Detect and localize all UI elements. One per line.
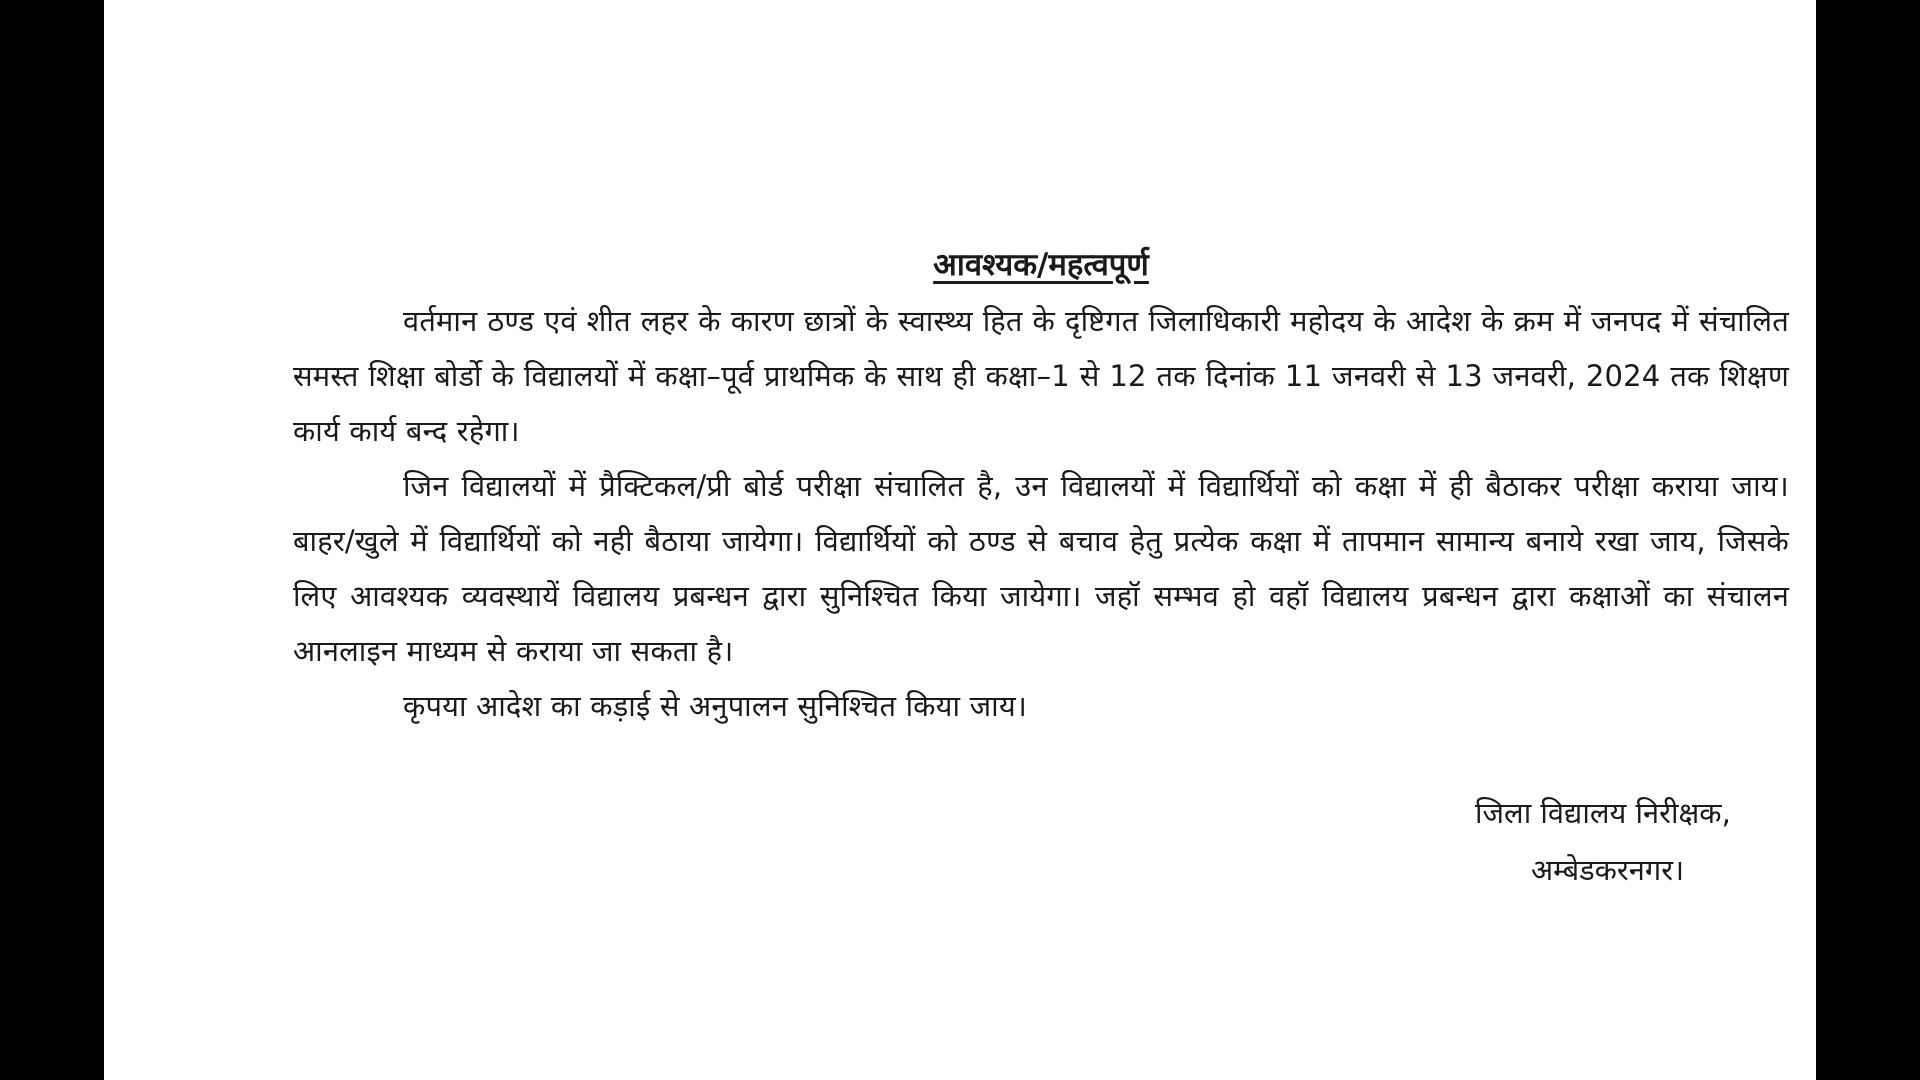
signature-block xyxy=(1475,785,1805,899)
document-page xyxy=(104,0,1816,1080)
paragraph-compliance-request: कृपया आदेश का कड़ाई से अनुपालन सुनिश्चित किया जाय। xyxy=(403,689,1028,723)
notice-heading xyxy=(293,236,1789,294)
notice-body xyxy=(293,236,1789,734)
notice-heading-text: आवश्यक/महत्वपूर्ण xyxy=(933,247,1149,283)
signature-designation: जिला विद्यालय निरीक्षक, xyxy=(1475,796,1731,830)
signature-district: अम्बेडकरनगर। xyxy=(1531,853,1685,887)
paragraph-exam-instructions: जिन विद्यालयों में प्रैक्टिकल/प्री बोर्ड परीक्षा संचालित है, उन विद्यालयों में विद्यार्थियों को कक्षा में ही बैठाकर परीक्षा कराया जाय। बाहर/खुले में विद्यार्थियों को नही बैठाया जायेगा। विद्यार्थियों को ठण्ड से बचाव हेतु प्रत्येक कक्षा में तापमान सामान्य बनाये रखा जाय, जिसके लिए आवश्यक व्यवस्थायें विद्यालय प्रबन्धन द्वारा सुनिश्चित किया जायेगा। जहॉ सम्भव हो वहॉ विद्यालय प्रबन्धन द्वारा कक्षाओं का संचालन आनलाइन माध्यम से कराया जा सकता है। xyxy=(293,469,1789,668)
paragraph-closure-notice: वर्तमान ठण्ड एवं शीत लहर के कारण छात्रों के स्वास्थ्य हित के दृष्टिगत जिलाधिकारी महोदय के आदेश के क्रम में जनपद में संचालित समस्त शिक्षा बोर्डो के विद्यालयों में कक्षा–पूर्व प्राथमिक के साथ ही कक्षा–1 से 12 तक दिनांक 11 जनवरी से 13 जनवरी, 2024 तक शिक्षण कार्य कार्य बन्द रहेगा। xyxy=(293,304,1789,448)
